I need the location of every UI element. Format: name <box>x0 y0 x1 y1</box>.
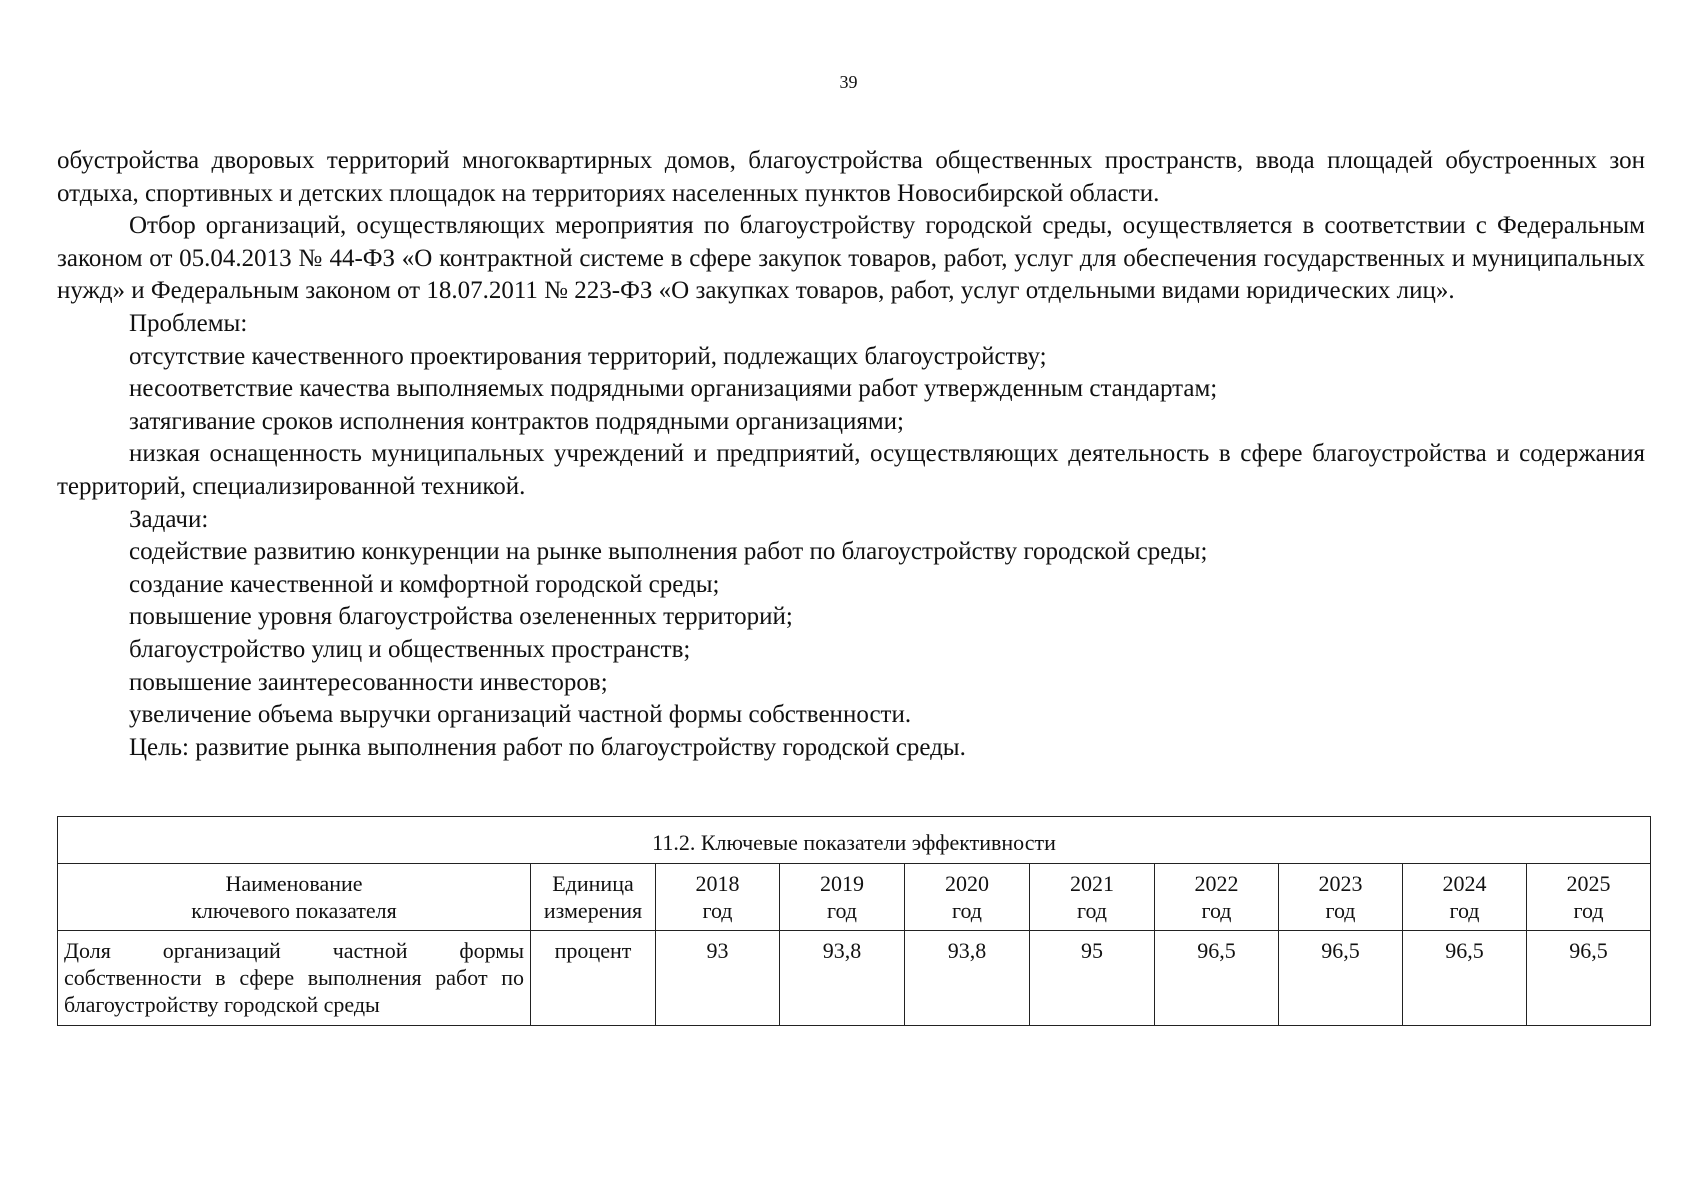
header-year-2023: 2023 год <box>1279 864 1403 931</box>
value-cell-2025: 96,5 <box>1527 931 1651 1026</box>
task-item: повышение заинтересованности инвесторов; <box>129 668 608 696</box>
problem-item: несоответствие качества выполняемых подрядными организациями работ утвержденным стандартам; <box>129 375 1218 403</box>
header-year-2025: 2025 год <box>1527 864 1651 931</box>
value-cell-2023: 96,5 <box>1279 931 1403 1026</box>
task-item: благоустройство улиц и общественных пространств; <box>129 635 691 663</box>
header-unit: Единица измерения <box>531 864 656 931</box>
header-year-2018: 2018 год <box>656 864 780 931</box>
tasks-heading: Задачи: <box>129 505 209 533</box>
task-item: содействие развитию конкуренции на рынке выполнения работ по благоустройству городской среды; <box>129 538 1208 566</box>
table-header-row <box>58 864 1651 931</box>
header-year-2021: 2021 год <box>1030 864 1155 931</box>
header-year-2019: 2019 год <box>780 864 905 931</box>
unit-cell: процент <box>531 931 656 1026</box>
value-cell-2018: 93 <box>656 931 780 1026</box>
value-cell-2024: 96,5 <box>1403 931 1527 1026</box>
problems-heading: Проблемы: <box>129 309 248 337</box>
paragraph-continuation: обустройства дворовых территорий многоквартирных домов, благоустройства общественных пространств, ввода площадей обустроенных зон отдыха, спортивных и детских площадок на территориях населенных пунктов Новосибирской области. <box>57 147 1645 207</box>
task-item: повышение уровня благоустройства озелененных территорий; <box>129 603 793 631</box>
table-row <box>58 931 1651 1026</box>
indicator-name-cell: Доля организаций частной формы собственности в сфере выполнения работ по благоустройству городской среды <box>58 931 531 1026</box>
value-cell-2021: 95 <box>1030 931 1155 1026</box>
task-item: увеличение объема выручки организаций частной формы собственности. <box>129 701 912 729</box>
header-indicator-name: Наименование ключевого показателя <box>58 864 531 931</box>
kpi-table <box>57 816 1651 1026</box>
value-cell-2020: 93,8 <box>905 931 1030 1026</box>
page-number: 39 <box>839 72 858 92</box>
task-item: создание качественной и комфортной городской среды; <box>129 570 720 598</box>
problem-item: затягивание сроков исполнения контрактов подрядными организациями; <box>129 407 904 435</box>
value-cell-2022: 96,5 <box>1155 931 1279 1026</box>
value-cell-2019: 93,8 <box>780 931 905 1026</box>
table-caption: 11.2. Ключевые показатели эффективности <box>58 817 1651 864</box>
paragraph-selection-of-organizations: Отбор организаций, осуществляющих мероприятия по благоустройству городской среды, осуществляется в соответствии с Федеральным законом от 05.04.2013 № 44-ФЗ «О контрактной системе в сфере закупок товаров, работ, услуг для обеспечения государственных и муниципальных нужд» и Федеральным законом от 18.07.2011 № 223-ФЗ «О закупках товаров, работ, услуг отдельными видами юридических лиц». <box>57 212 1645 305</box>
problem-item: отсутствие качественного проектирования территорий, подлежащих благоустройству; <box>129 342 1047 370</box>
problem-item: низкая оснащенность муниципальных учреждений и предприятий, осуществляющих деятельность в сфере благоустройства и содержания территорий, специализированной техникой. <box>57 440 1645 500</box>
goal-statement: Цель: развитие рынка выполнения работ по благоустройству городской среды. <box>129 733 966 761</box>
header-year-2024: 2024 год <box>1403 864 1527 931</box>
document-body <box>57 145 1645 764</box>
header-year-2020: 2020 год <box>905 864 1030 931</box>
header-year-2022: 2022 год <box>1155 864 1279 931</box>
